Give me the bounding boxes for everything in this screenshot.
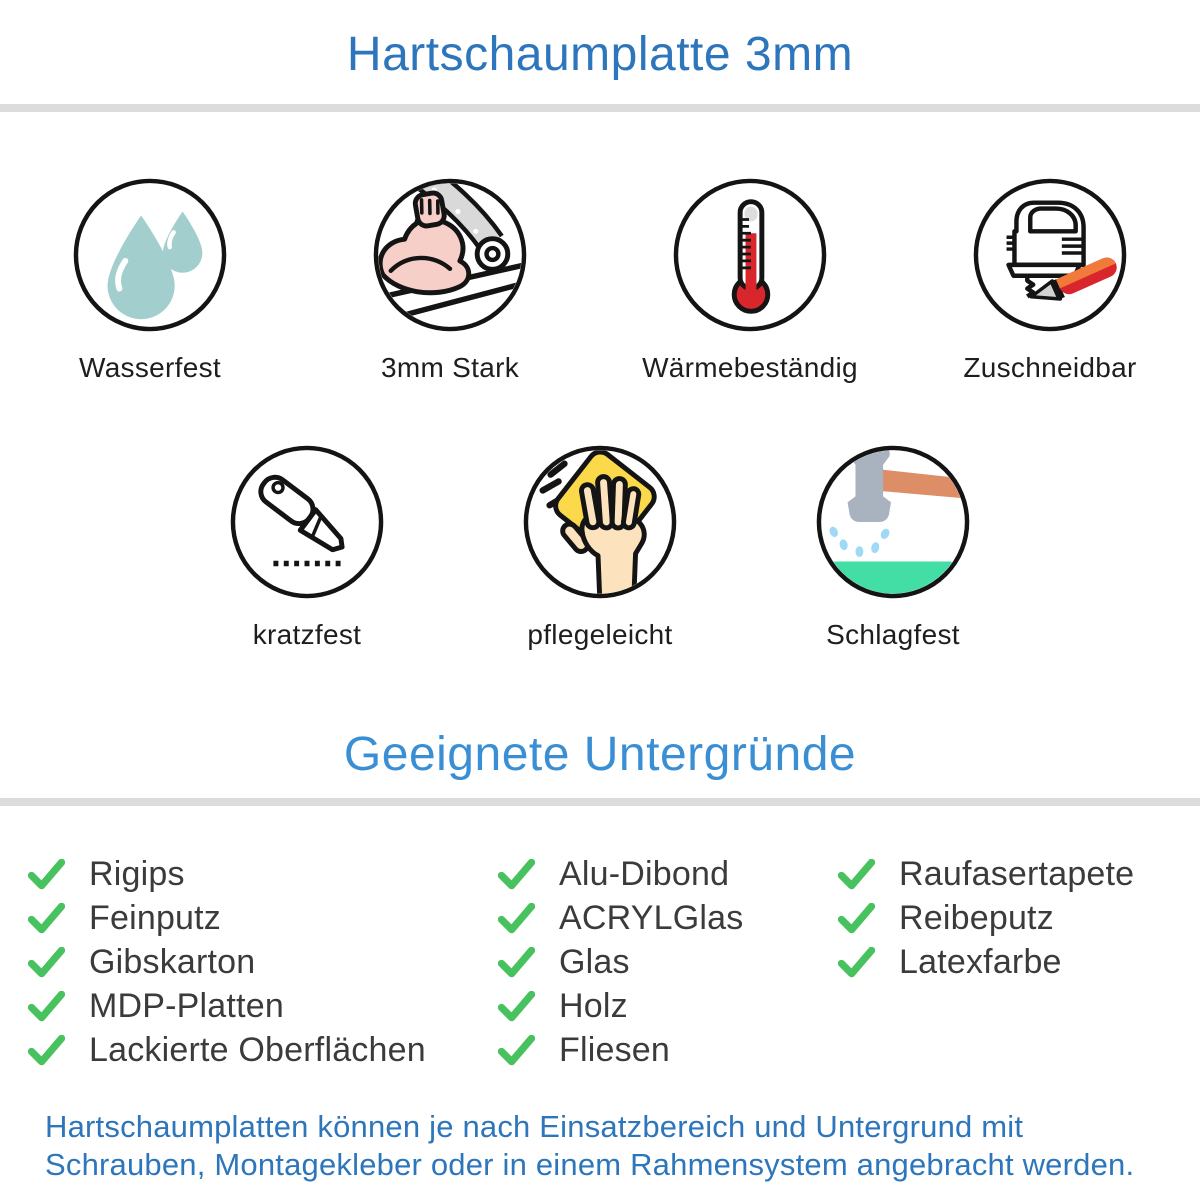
substrate-lackierte-oberfl-chen (28, 1028, 498, 1072)
check-icon (28, 1035, 65, 1066)
feature-pflegeleicht (521, 443, 679, 652)
substrate-glas (498, 940, 838, 984)
check-icon (28, 859, 65, 890)
substrate-fliesen (498, 1028, 838, 1072)
check-icon (28, 991, 65, 1022)
substrate-label: Reibeputz (899, 898, 1054, 937)
hammer-icon (814, 443, 972, 601)
feature-3mm-stark (300, 176, 600, 385)
footer-note (45, 1108, 1200, 1184)
check-icon (498, 991, 535, 1022)
jigsaw-cutter-icon (971, 176, 1129, 334)
substrate-raufasertapete (838, 852, 1200, 896)
substrate-gibskarton (28, 940, 498, 984)
check-icon (838, 859, 875, 890)
feature-circle (71, 176, 229, 334)
feature-w-rmebest-ndig (600, 176, 900, 385)
feature-label: pflegeleicht (527, 619, 673, 650)
feature-schlagfest (814, 443, 972, 652)
utility-knife-icon (228, 443, 386, 601)
section-divider-middle (0, 798, 1200, 806)
substrate-label: MDP-Platten (89, 986, 284, 1025)
substrate-rigips (28, 852, 498, 896)
check-icon (838, 903, 875, 934)
check-icon (498, 947, 535, 978)
feature-circle (371, 176, 529, 334)
check-icon (498, 903, 535, 934)
feature-circle (521, 443, 679, 601)
substrate-label: Gibskarton (89, 942, 256, 981)
feature-circle (228, 443, 386, 601)
feature-label: Wasserfest (79, 352, 221, 383)
page-title: Hartschaumplatte 3mm (346, 28, 854, 81)
substrate-label: Alu-Dibond (559, 854, 730, 893)
substrate-reibeputz (838, 896, 1200, 940)
check-icon (838, 947, 875, 978)
check-icon (498, 1035, 535, 1066)
substrate-column-1 (28, 852, 498, 1072)
footer-line-1: Hartschaumplatten können je nach Einsatzbereich und Untergrund mit (45, 1109, 1024, 1144)
substrate-alu-dibond (498, 852, 838, 896)
substrates-heading: Geeignete Untergründe (343, 728, 857, 781)
feature-label: 3mm Stark (380, 352, 520, 383)
feature-label: kratzfest (252, 619, 362, 650)
feature-circle (814, 443, 972, 601)
feature-label: Wärmebeständig (642, 352, 858, 383)
feature-circle (671, 176, 829, 334)
feature-wasserfest (0, 176, 300, 385)
cleaning-hand-icon (521, 443, 679, 601)
check-icon (28, 947, 65, 978)
substrate-label: Raufasertapete (899, 854, 1135, 893)
feature-label: Schlagfest (826, 619, 960, 650)
substrate-acrylglas (498, 896, 838, 940)
substrate-latexfarbe (838, 940, 1200, 984)
thermometer-icon (671, 176, 829, 334)
substrate-label: Fliesen (559, 1030, 671, 1069)
water-drops-icon (71, 176, 229, 334)
substrate-column-2 (498, 852, 838, 1072)
feature-circle (971, 176, 1129, 334)
substrate-label: Glas (559, 942, 630, 981)
substrate-label: Latexfarbe (899, 942, 1062, 981)
substrate-label: Lackierte Oberflächen (89, 1030, 426, 1069)
feature-zuschneidbar (900, 176, 1200, 385)
footer-line-2: Schrauben, Montagekleber oder in einem Rahmensystem angebracht werden. (45, 1147, 1135, 1182)
feature-kratzfest (228, 443, 386, 652)
feature-row-2 (0, 443, 1200, 652)
substrate-label: Holz (559, 986, 628, 1025)
substrates-list (0, 852, 1200, 1072)
muscle-arm-icon (371, 176, 529, 334)
substrate-column-3 (838, 852, 1200, 1072)
feature-row-1 (0, 176, 1200, 385)
check-icon (498, 859, 535, 890)
substrate-feinputz (28, 896, 498, 940)
substrate-label: ACRYLGlas (559, 898, 744, 937)
section-divider-top (0, 104, 1200, 112)
check-icon (28, 903, 65, 934)
feature-label: Zuschneidbar (963, 352, 1137, 383)
substrate-label: Rigips (89, 854, 185, 893)
substrate-mdp-platten (28, 984, 498, 1028)
substrate-label: Feinputz (89, 898, 222, 937)
substrate-holz (498, 984, 838, 1028)
